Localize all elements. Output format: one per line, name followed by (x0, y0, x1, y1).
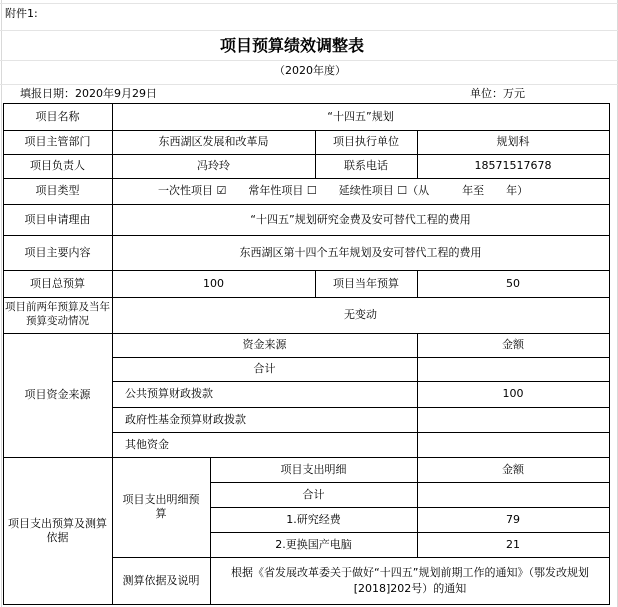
exec-unit-value: 规划科 (496, 135, 530, 149)
reason-value: “十四五”规划研究金费及安可替代工程的费用 (250, 212, 471, 226)
basis-value: 根据《省发展改革委关于做好“十四五”规划前期工作的通知》（鄂发改规划[2018]202号）的通知 (231, 565, 589, 595)
content-value: 东西湖区第十四个五年规划及安可替代工程的费用 (239, 245, 482, 259)
expense-item-amount: 21 (506, 537, 520, 551)
reason-label: 项目申请理由 (24, 212, 91, 226)
exec-unit-label: 项目执行单位 (333, 135, 399, 149)
expense-item-name: 2.更换国产电脑 (275, 537, 352, 551)
phone-value: 18571517678 (474, 159, 552, 173)
funds-item-amount: 100 (502, 387, 524, 401)
expense-col-detail: 项目支出明细 (280, 462, 347, 476)
owner-value: 冯玲玲 (197, 159, 230, 173)
project-name-label: 项目名称 (35, 109, 80, 123)
content-label: 项目主要内容 (24, 245, 91, 259)
funds-item-name: 政府性基金预算财政拨款 (125, 412, 246, 426)
type-value: 一次性项目 ☑ 常年性项目 ☐ 延续性项目 ☐（从 年至 年） (158, 184, 529, 198)
budget-change-label: 项目前两年预算及当年预算变动情况 (5, 301, 110, 327)
funds-total-label: 合计 (253, 362, 276, 376)
basis-label: 测算依据及说明 (122, 573, 200, 587)
dept-label: 项目主管部门 (24, 135, 91, 149)
current-budget-label: 项目当年预算 (333, 276, 399, 290)
attachment-label: 附件1: (5, 7, 38, 20)
budget-change-value: 无变动 (344, 308, 377, 322)
unit-label: 单位：万元 (470, 87, 525, 100)
type-label: 项目类型 (35, 184, 80, 198)
page-title: 项目预算绩效调整表 (220, 36, 365, 55)
project-name-value: “十四五”规划 (327, 109, 394, 123)
funds-item-name: 公共预算财政拨款 (125, 387, 213, 401)
funds-col-source: 资金来源 (242, 338, 287, 352)
funds-item-name: 其他资金 (125, 437, 169, 451)
expense-col-amount: 金额 (502, 462, 524, 476)
expense-item-amount: 79 (506, 512, 520, 526)
funds-col-amount: 金额 (502, 338, 524, 352)
total-budget-label: 项目总预算 (30, 276, 85, 290)
expense-detail-label: 项目支出明细预算 (122, 493, 200, 520)
dept-value: 东西湖区发展和改革局 (158, 135, 269, 149)
page-year: （2020年度） (274, 64, 346, 77)
expense-item-name: 1.研究经费 (286, 512, 341, 526)
fill-date: 填报日期：2020年9月29日 (20, 87, 157, 100)
expense-section-label: 项目支出预算及测算依据 (8, 516, 107, 544)
phone-label: 联系电话 (344, 159, 388, 173)
funds-item-amount (417, 432, 609, 457)
total-budget-value: 100 (203, 276, 224, 290)
current-budget-value: 50 (506, 276, 520, 290)
owner-label: 项目负责人 (30, 159, 85, 173)
funds-section-label: 项目资金来源 (24, 388, 91, 402)
funds-item-amount (417, 407, 609, 432)
expense-total-label: 合计 (302, 487, 325, 501)
